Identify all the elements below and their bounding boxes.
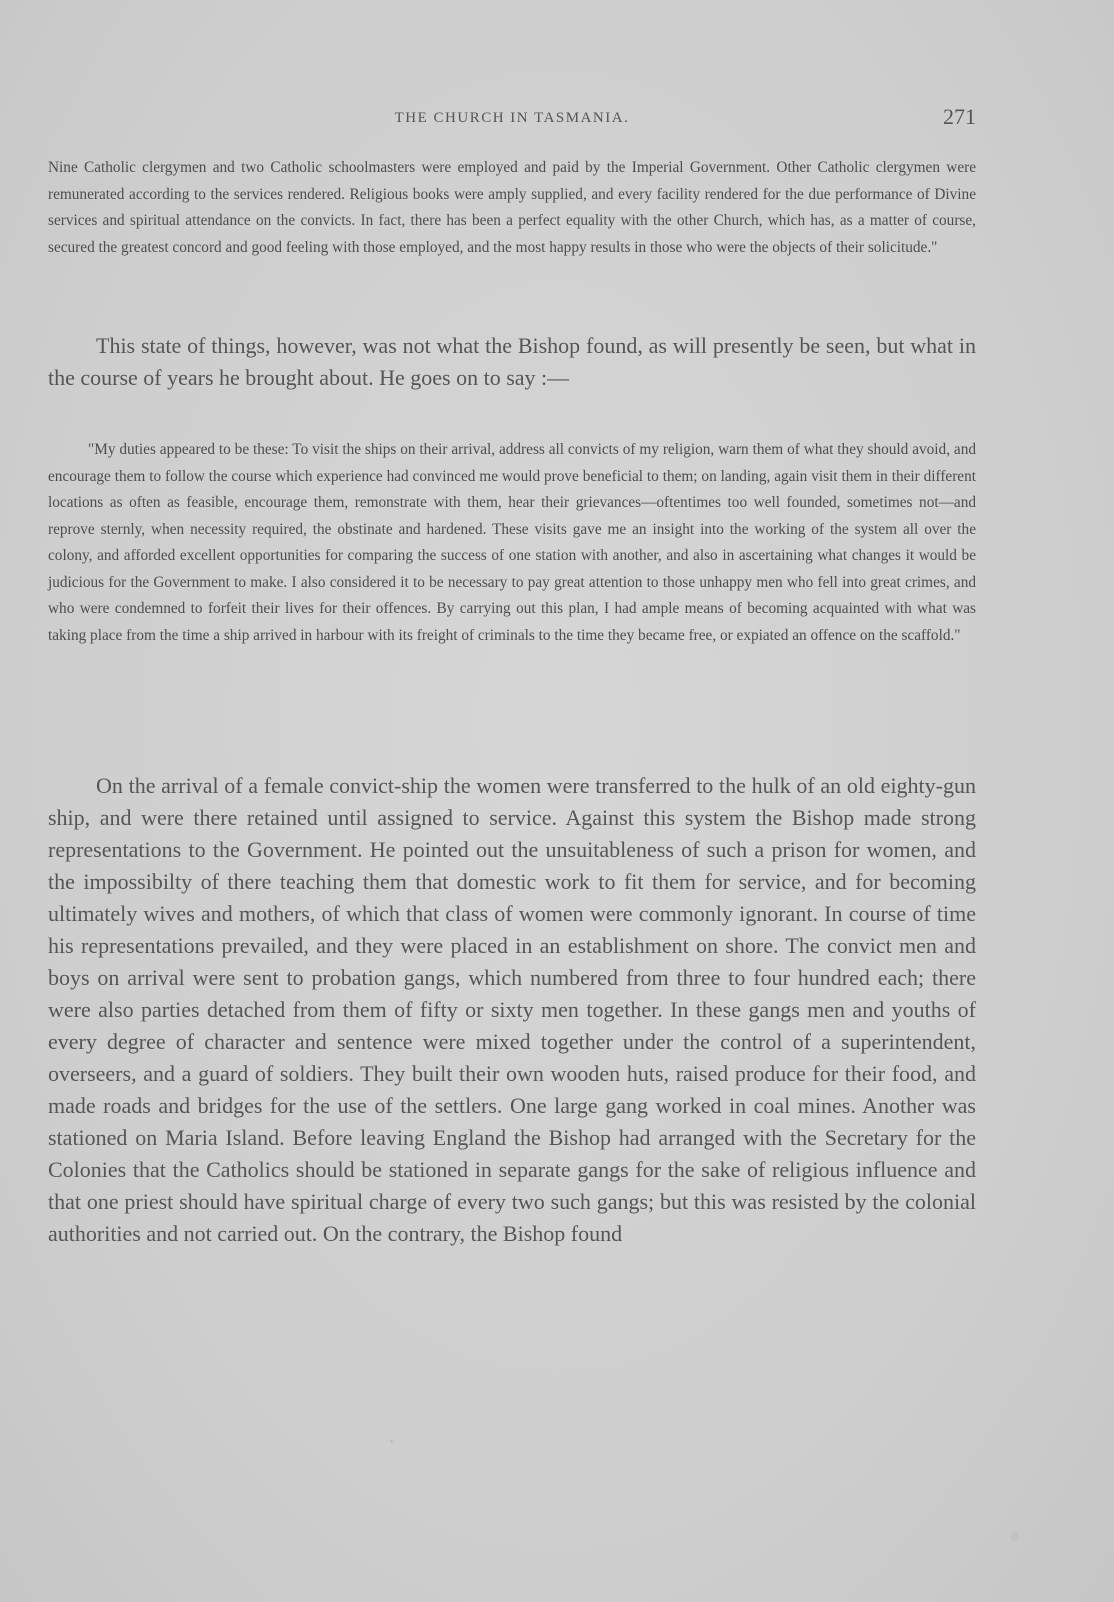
page-header xyxy=(48,104,976,134)
paper-speck xyxy=(1010,1532,1019,1541)
body-paragraph-1: This state of things, however, was not what the Bishop found, as will presently be seen, but what in the course of years he brought about. He goes on to say :— xyxy=(48,333,976,390)
quoted-passage-1: Nine Catholic clergymen and two Catholic schoolmasters were employed and paid by the Imperial Government. Other Catholic clergymen were remunerated according to the services rendered. Religious books were amply supplied, and every facility rendered for the due performance of Divine services and spiritual attendance on the convicts. In fact, there has been a perfect equality with the other Church, which has, as a matter of course, secured the greatest concord and good feeling with those employed, and the most happy results in those who were the objects of their solicitude." xyxy=(48,159,976,256)
page-number: 271 xyxy=(943,104,976,129)
quoted-passage-2: "My duties appeared to be these: To visit the ships on their arrival, address all convicts of my religion, warn them of what they should avoid, and encourage them to follow the course which experience had convinced me would prove beneficial to them; on landing, again visit them in their different locations as often as feasible, encourage them, remonstrate with them, hear their grievances—oftentimes too well founded, sometimes not—and reprove sternly, when necessity required, the obstinate and hardened. These visits gave me an insight into the working of the system all over the colony, and afforded excellent opportunities for comparing the success of one station with another, and also in ascertaining what changes it would be judicious for the Government to make. I also considered it to be necessary to pay great attention to those unhappy men who fell into great crimes, and who were condemned to forfeit their lives for their offences. By carrying out this plan, I had ample means of becoming acquainted with what was taking place from the time a ship arrived in harbour with its freight of criminals to the time they became free, or expiated an offence on the scaffold." xyxy=(48,441,976,644)
paper-speck xyxy=(390,1440,393,1443)
body-paragraph-2: On the arrival of a female convict-ship the women were transferred to the hulk of an old eighty-gun ship, and were there retained until assigned to service. Against this system the Bishop made strong representations to the Government. He pointed out the unsuitableness of such a prison for women, and the impossibilty of there teaching them that domestic work to fit them for service, and for becoming ultimately wives and mothers, of which that class of women were commonly ignorant. In course of time his representations prevailed, and they were placed in an establishment on shore. The convict men and boys on arrival were sent to probation gangs, which numbered from three to four hundred each; there were also parties detached from them of fifty or sixty men together. In these gangs men and youths of every degree of character and sentence were mixed together under the control of a superintendent, overseers, and a guard of soldiers. They built their own wooden huts, raised produce for their food, and made roads and bridges for the use of the settlers. One large gang worked in coal mines. Another was stationed on Maria Island. Before leaving England the Bishop had arranged with the Secretary for the Colonies that the Catholics should be stationed in separate gangs for the sake of religious influence and that one priest should have spiritual charge of every two such gangs; but this was resisted by the colonial authorities and not carried out. On the contrary, the Bishop found xyxy=(48,773,976,1246)
running-head: THE CHURCH IN TASMANIA. xyxy=(394,110,630,126)
